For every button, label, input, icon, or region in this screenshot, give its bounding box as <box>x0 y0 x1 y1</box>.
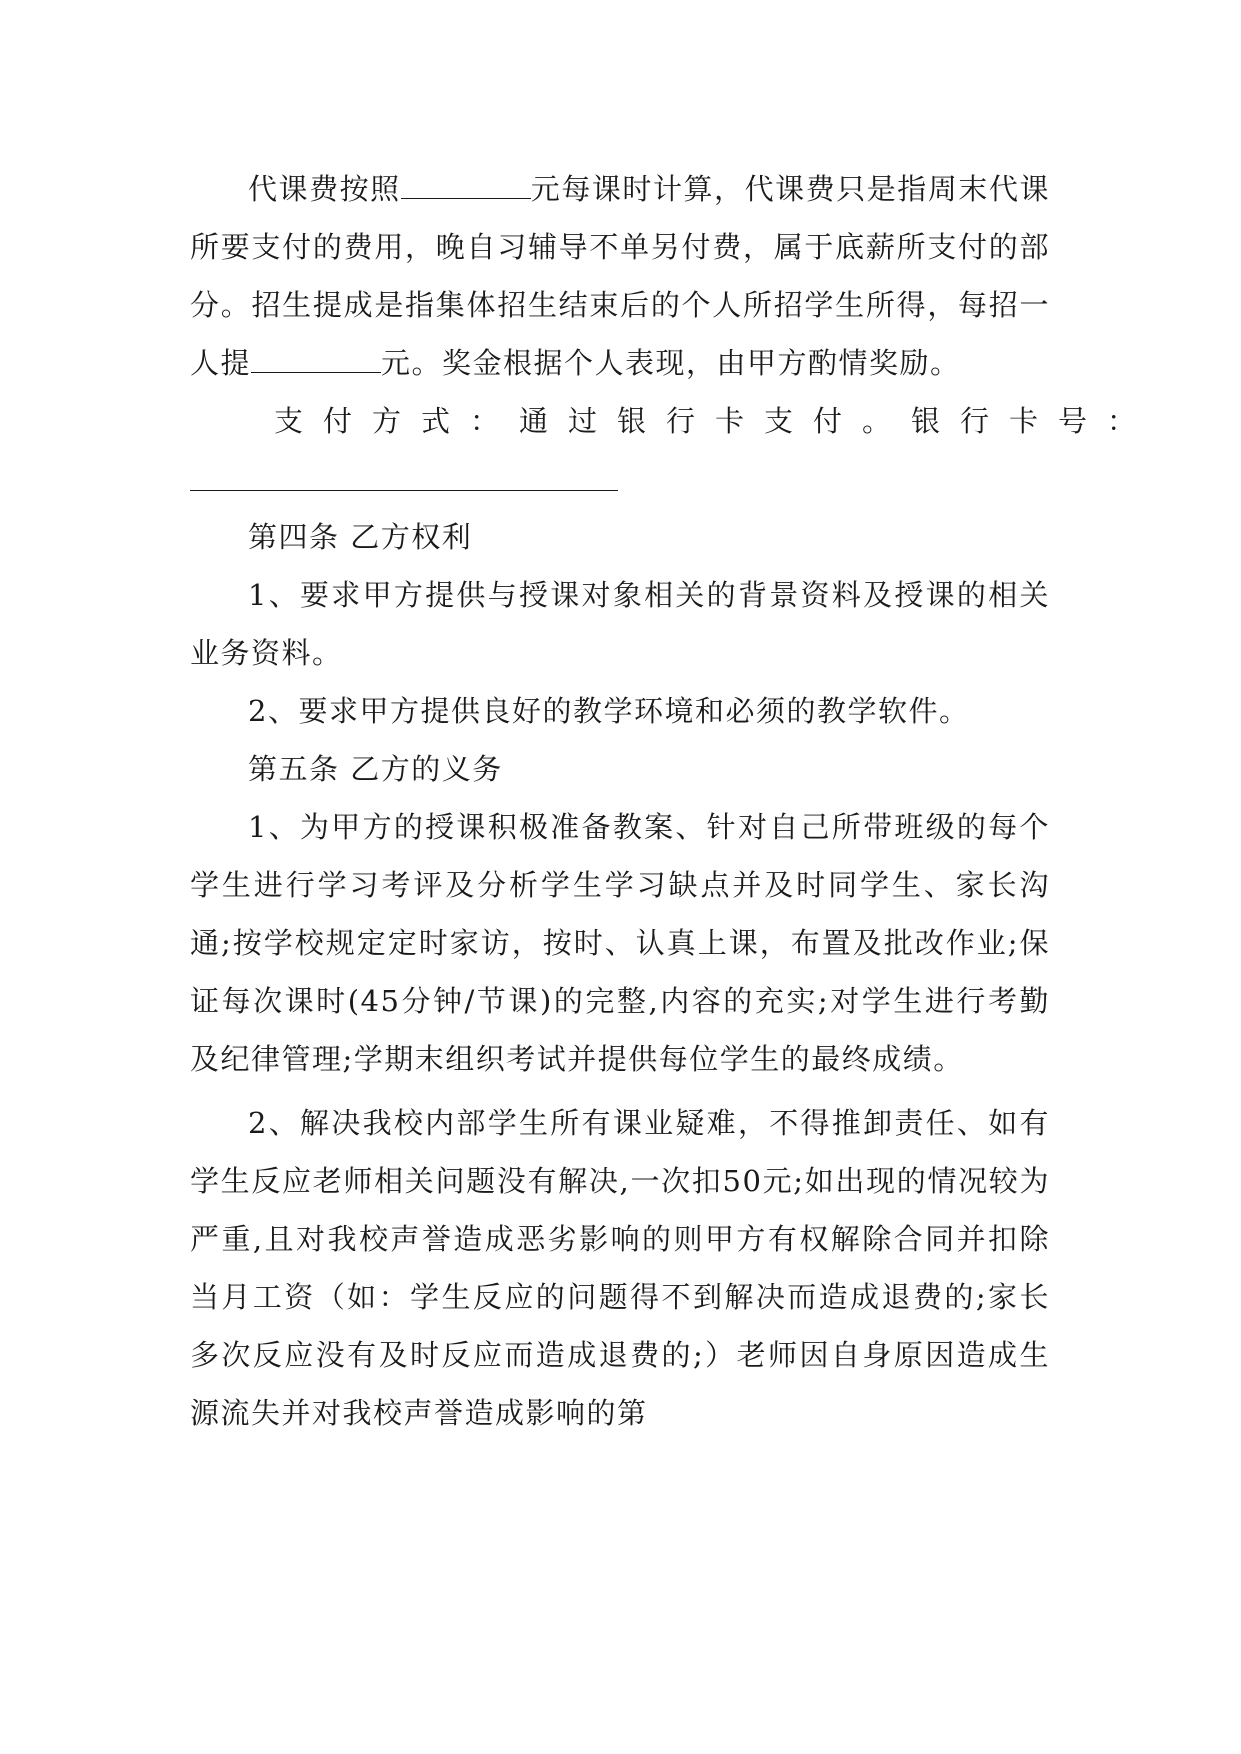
commission-amount-blank <box>251 342 381 373</box>
article-4-item-1: 1、要求甲方提供与授课对象相关的背景资料及授课的相关业务资料。 <box>190 578 1050 670</box>
fee-text-middle: 元每课时计算，代课费只是指周末代课所要支付的费用，晚自习辅导不单另付费，属于底薪所支付的部分。招生提成是指集体招生结束后的个人所招学生所得，每招一人提 <box>190 172 1050 380</box>
article-4-item-2: 2、要求甲方提供良好的教学环境和必须的教学软件。 <box>248 694 970 728</box>
document-body <box>190 160 1157 1442</box>
fee-text-start: 代课费按照 <box>248 172 401 206</box>
article-4-title: 第四条 乙方权利 <box>248 520 473 554</box>
fee-text-end: 元。奖金根据个人表现，由甲方酌情奖励。 <box>381 346 961 380</box>
article-5-title: 第五条 乙方的义务 <box>248 752 503 786</box>
bank-account-blank <box>190 450 1050 508</box>
bank-account-underline <box>190 490 618 491</box>
article-5-item-1: 1、为甲方的授课积极准备教案、针对自己所带班级的每个学生进行学习考评及分析学生学习缺点并及时同学生、家长沟通;按学校规定定时家访，按时、认真上课，布置及批改作业;保证每次课时(45分钟/节课)的完整,内容的充实;对学生进行考勤及纪律管理;学期末组织考试并提供每位学生的最终成绩。 <box>190 810 1050 1076</box>
payment-method-line: 支付方式：通过银行卡支付。银行卡号： <box>274 404 1157 438</box>
article-5-item-2: 2、解决我校内部学生所有课业疑难，不得推卸责任、如有学生反应老师相关问题没有解决,一次扣50元;如出现的情况较为严重,且对我校声誉造成恶劣影响的则甲方有权解除合同并扣除当月工资（如：学生反应的问题得不到解决而造成退费的;家长多次反应没有及时反应而造成退费的;）老师因自身原因造成生源流失并对我校声誉造成影响的第 <box>190 1106 1050 1430</box>
paragraph-fee-terms <box>190 160 1050 392</box>
fee-amount-blank <box>401 168 531 199</box>
